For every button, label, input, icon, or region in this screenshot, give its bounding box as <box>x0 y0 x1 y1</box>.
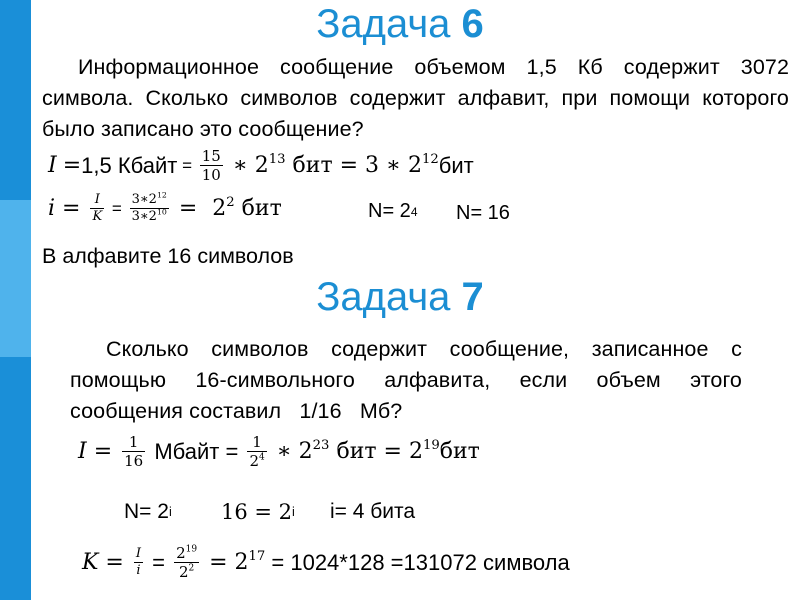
fraction-3x2-12-over-3x2-10 <box>130 190 169 224</box>
fraction-numerator: 1 <box>128 433 139 451</box>
n-equals-2: N= 2 <box>124 500 169 523</box>
unit-bit: бит <box>234 196 282 221</box>
power-2-17: $2^{17}$ <box>234 548 266 575</box>
task7-title-number: 7 <box>461 275 484 319</box>
fraction-denominator: 10 <box>201 166 221 184</box>
task7-title-word: Задача <box>316 275 451 319</box>
task6-n-value <box>456 202 510 225</box>
equals-sign: = <box>62 153 82 178</box>
task6-formula-bits <box>48 190 282 224</box>
task6-title-number: 6 <box>461 2 484 46</box>
task7-problem-text <box>70 334 749 427</box>
task6-n-power: N= 2 4 <box>368 200 418 222</box>
fraction-denominator: 16 <box>124 452 144 470</box>
sixteen-equals-2: 16 = 2 <box>221 500 293 524</box>
power-2-19: $2^{19}$ <box>408 437 440 464</box>
var-K: K <box>82 550 99 575</box>
unit-mbyte-equals: Мбайт = <box>148 438 245 464</box>
fraction-numerator: I <box>135 546 141 561</box>
var-i: i <box>48 196 56 221</box>
equals-sign: = <box>107 198 127 218</box>
power-2-2: $2^2$ <box>212 194 235 221</box>
task7-title <box>0 277 800 317</box>
power-2-12: $2^{12}$ <box>408 151 439 178</box>
bits-equals: бит = <box>329 439 409 464</box>
fraction-denominator: $2^4$ <box>249 452 265 470</box>
task6-title <box>0 4 800 44</box>
power-2-13: $2^{13}$ <box>254 151 286 178</box>
fraction-denominator: K <box>92 209 103 224</box>
task7-n-formula: N= 2 i <box>124 500 172 523</box>
fraction-1-over-2-4 <box>247 434 266 469</box>
fraction-denominator: $2^2$ <box>178 563 195 581</box>
task7-formula-volume <box>78 434 480 469</box>
unit-bit: бит <box>438 152 474 178</box>
var-I: I <box>48 153 57 178</box>
equals-sign: = <box>171 196 205 221</box>
task7-problem-text-content: Сколько символов содержит сообщение, записанное с помощью 16-символьного алфавита, если объем этого сообщения составил 1/16 Мб? <box>70 337 749 423</box>
fraction-numerator: $2^{19}$ <box>176 544 198 562</box>
task6-problem-text <box>42 52 789 145</box>
unit-bit: бит <box>439 439 480 464</box>
fraction-denominator: i <box>136 563 141 578</box>
equals-sign: = <box>55 196 88 221</box>
task7-i-result <box>330 500 415 524</box>
power-2-23: $2^{23}$ <box>298 437 330 464</box>
fraction-15-10 <box>200 148 223 183</box>
var-I: I <box>78 439 87 464</box>
task6-problem-text-content: Информационное сообщение объемом 1,5 Кб содержит 3072 символа. Сколько символов содержит алфавит, при помощи которого было записано это сообщение? <box>42 55 789 141</box>
equals-sign: = <box>202 550 235 575</box>
task6-answer: В алфавите 16 символов <box>42 244 294 268</box>
fraction-numerator: $3∗2^{12}$ <box>131 190 167 207</box>
i-equals-4-bits: i= 4 бита <box>330 500 416 523</box>
equals-sign: = <box>146 549 172 575</box>
bits-equals-three-times: бит = 3 ∗ <box>285 153 408 178</box>
fraction-numerator: I <box>94 192 100 207</box>
fraction-1-16 <box>122 434 145 469</box>
n-equals-16: N= 16 <box>456 202 510 224</box>
equals-sign: = <box>86 439 120 464</box>
fraction-denominator: $3∗2^{10}$ <box>131 207 167 224</box>
equals-sign: = <box>98 550 131 575</box>
fraction-numerator: 15 <box>201 147 221 165</box>
task7-16-formula: 16 = 2 i <box>221 500 295 524</box>
fraction-numerator: 1 <box>252 433 262 451</box>
task7-formula-count <box>82 545 570 580</box>
n-equals-2: N= 2 <box>368 200 411 222</box>
fraction-I-K <box>90 193 104 224</box>
multiply-sign: ∗ <box>269 439 299 464</box>
volume-value: 1,5 Кбайт <box>81 152 178 178</box>
task6-formula-volume <box>48 148 474 183</box>
task6-title-word: Задача <box>316 2 451 46</box>
multiply-sign: ∗ <box>225 153 255 178</box>
fraction-I-i <box>134 547 143 578</box>
fraction-2-19-over-2-2 <box>174 545 199 580</box>
count-result: = 1024*128 =131072 символа <box>265 549 570 575</box>
equals-sign: = <box>177 155 197 175</box>
